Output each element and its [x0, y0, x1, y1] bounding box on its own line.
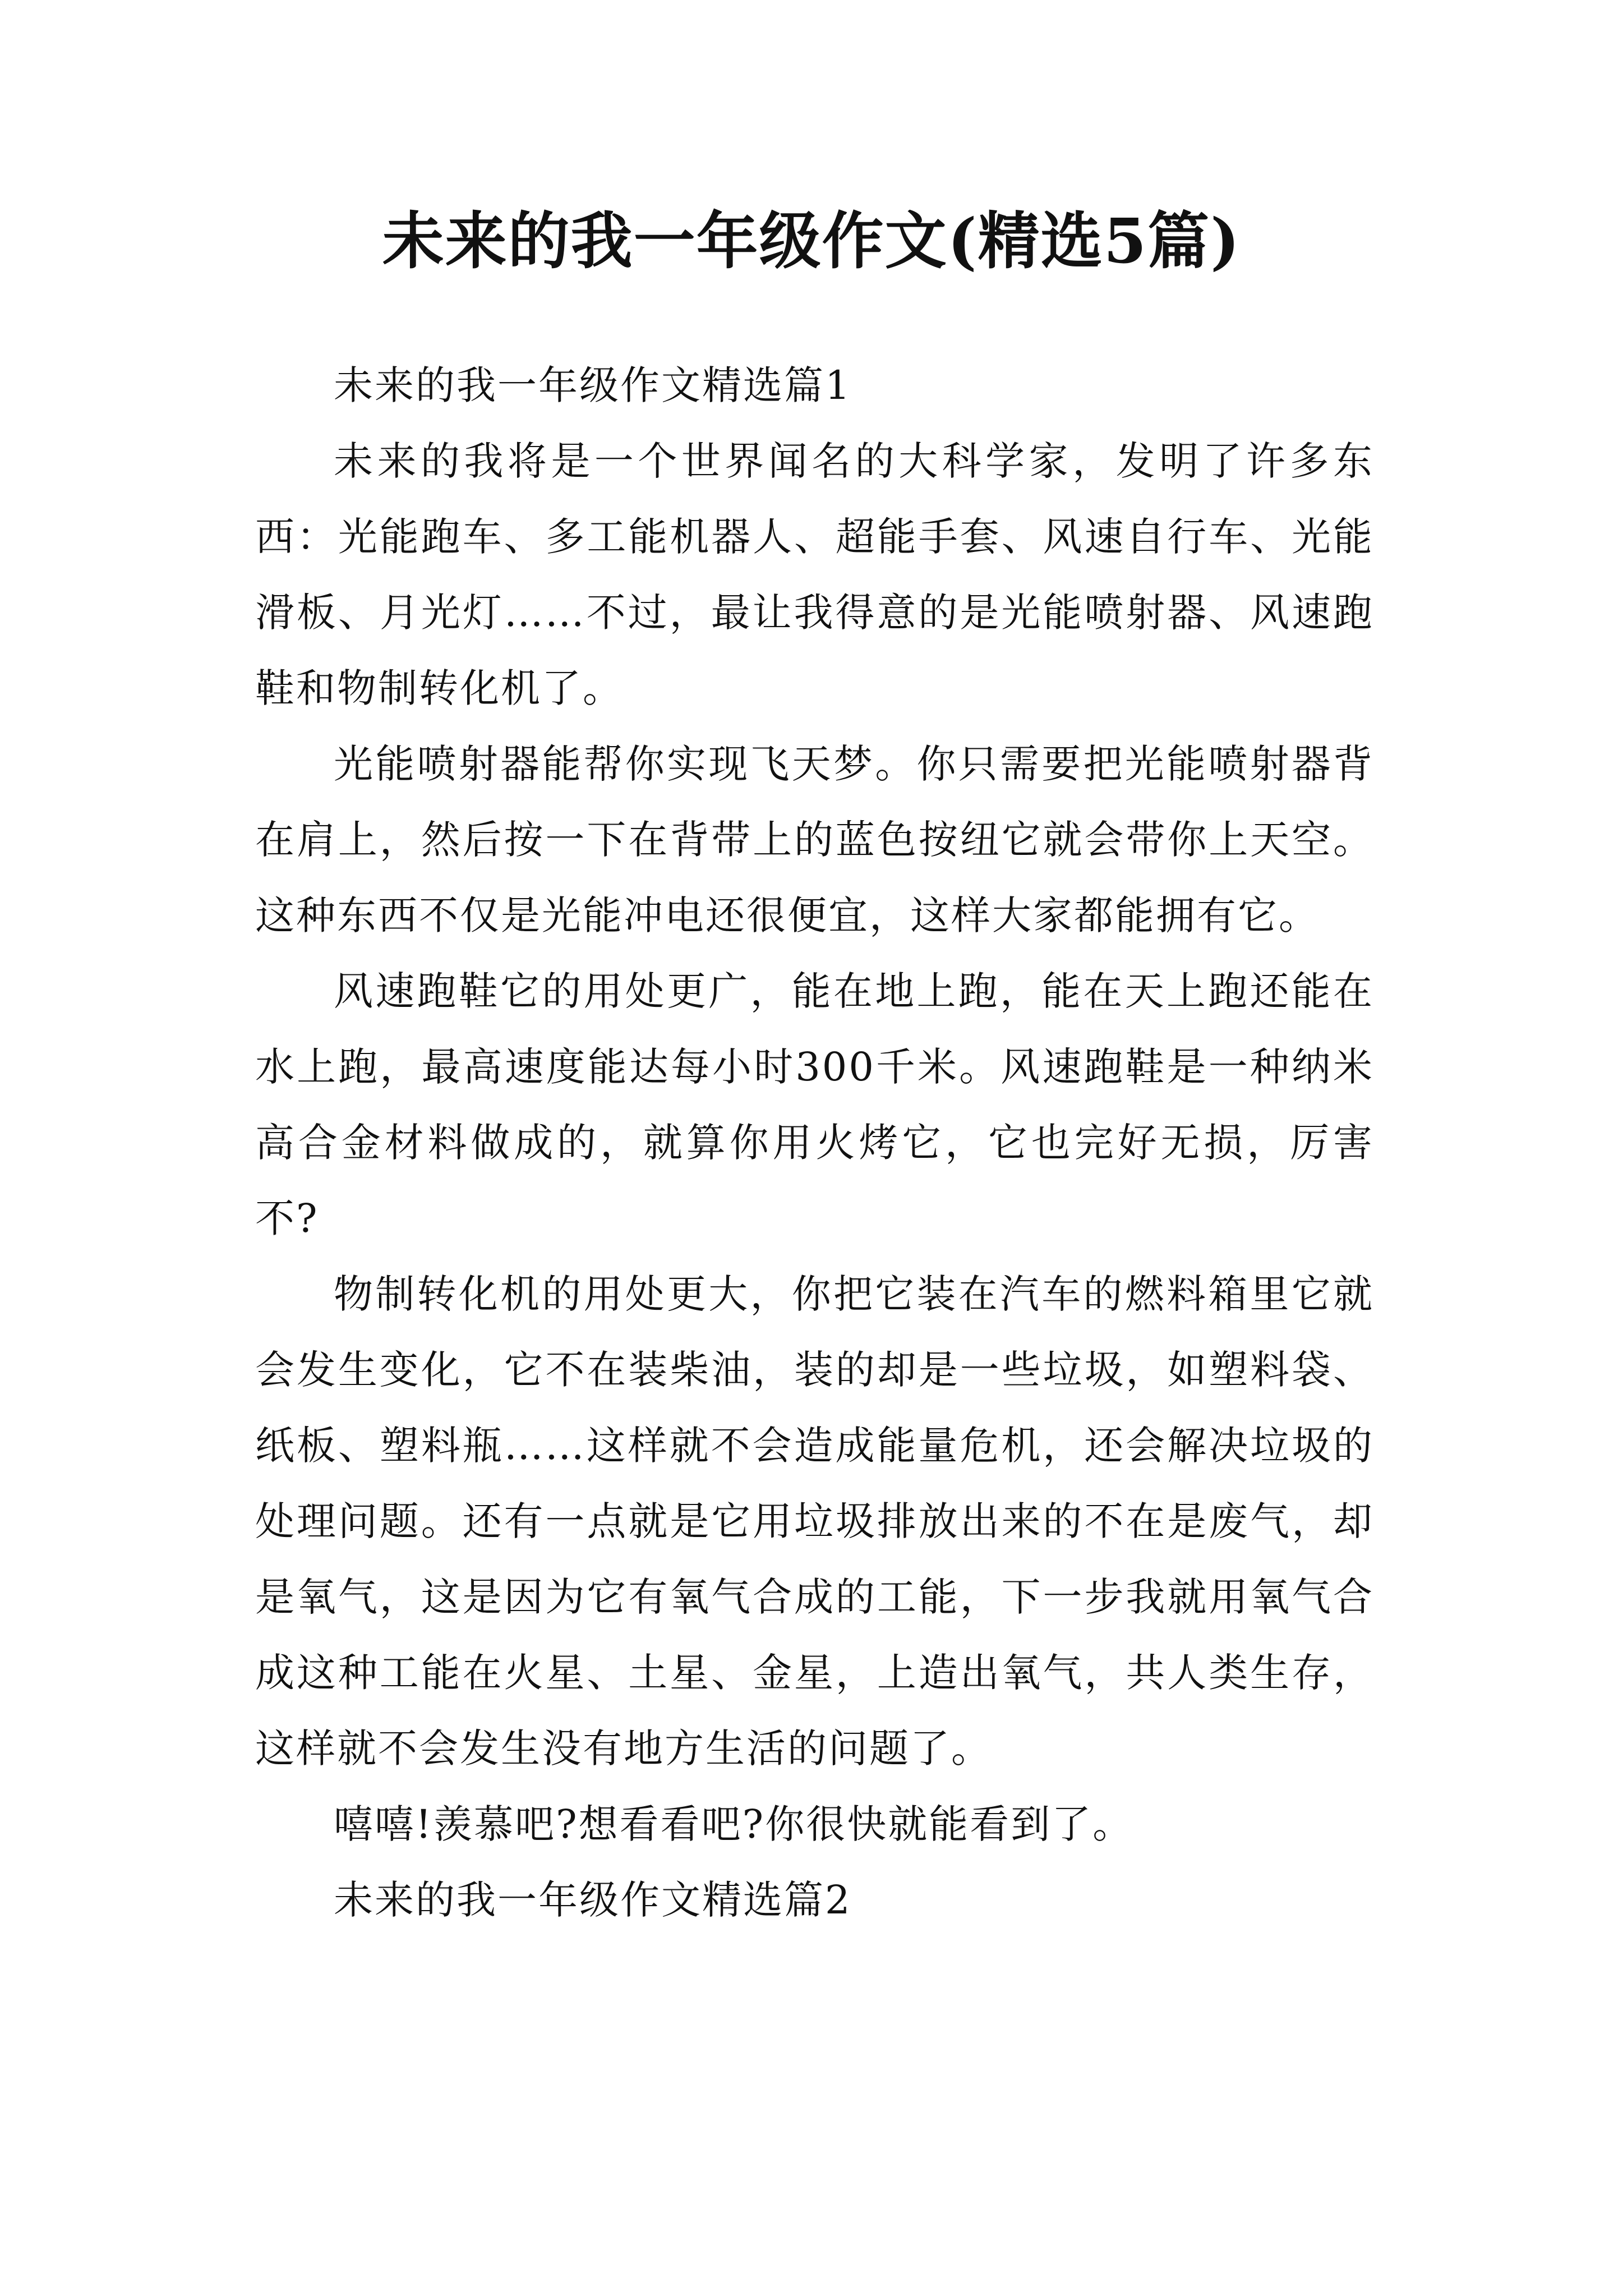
section-heading-1: 未来的我一年级作文精选篇1 — [334, 362, 852, 408]
paragraph-jet: 光能喷射器能帮你实现飞天梦。你只需要把光能喷射器背在肩上，然后按一下在背带上的蓝色按纽它就会带你上天空。这种东西不仅是光能冲电还很便宜，这样大家都能拥有它。 — [255, 741, 1374, 938]
paragraph-shoes: 风速跑鞋它的用处更广，能在地上跑，能在天上跑还能在水上跑，最高速度能达每小时300千米。风速跑鞋是一种纳米高合金材料做成的，就算你用火烤它，它也完好无损，厉害不? — [255, 968, 1374, 1241]
paragraph-intro: 未来的我将是一个世界闻名的大科学家，发明了许多东西：光能跑车、多工能机器人、超能手套、风速自行车、光能滑板、月光灯……不过，最让我得意的是光能喷射器、风速跑鞋和物制转化机了。 — [255, 438, 1374, 711]
paragraph-converter: 物制转化机的用处更大，你把它装在汽车的燃料箱里它就会发生变化，它不在装柴油，装的却是一些垃圾，如塑料袋、纸板、塑料瓶……这样就不会造成能量危机，还会解决垃圾的处理问题。还有一点就是它用垃圾排放出来的不在是废气，却是氧气，这是因为它有氧气合成的工能，下一步我就用氧气合成这种工能在火星、土星、金星，上造出氧气，共人类生存，这样就不会发生没有地方生活的问题了。 — [255, 1271, 1374, 1772]
section-heading-2: 未来的我一年级作文精选篇2 — [334, 1877, 852, 1923]
document-body — [255, 348, 1374, 1938]
paragraph-closing: 嘻嘻!羡慕吧?想看看吧?你很快就能看到了。 — [334, 1801, 1134, 1847]
document-title: 未来的我一年级作文(精选5篇) — [382, 205, 1241, 277]
